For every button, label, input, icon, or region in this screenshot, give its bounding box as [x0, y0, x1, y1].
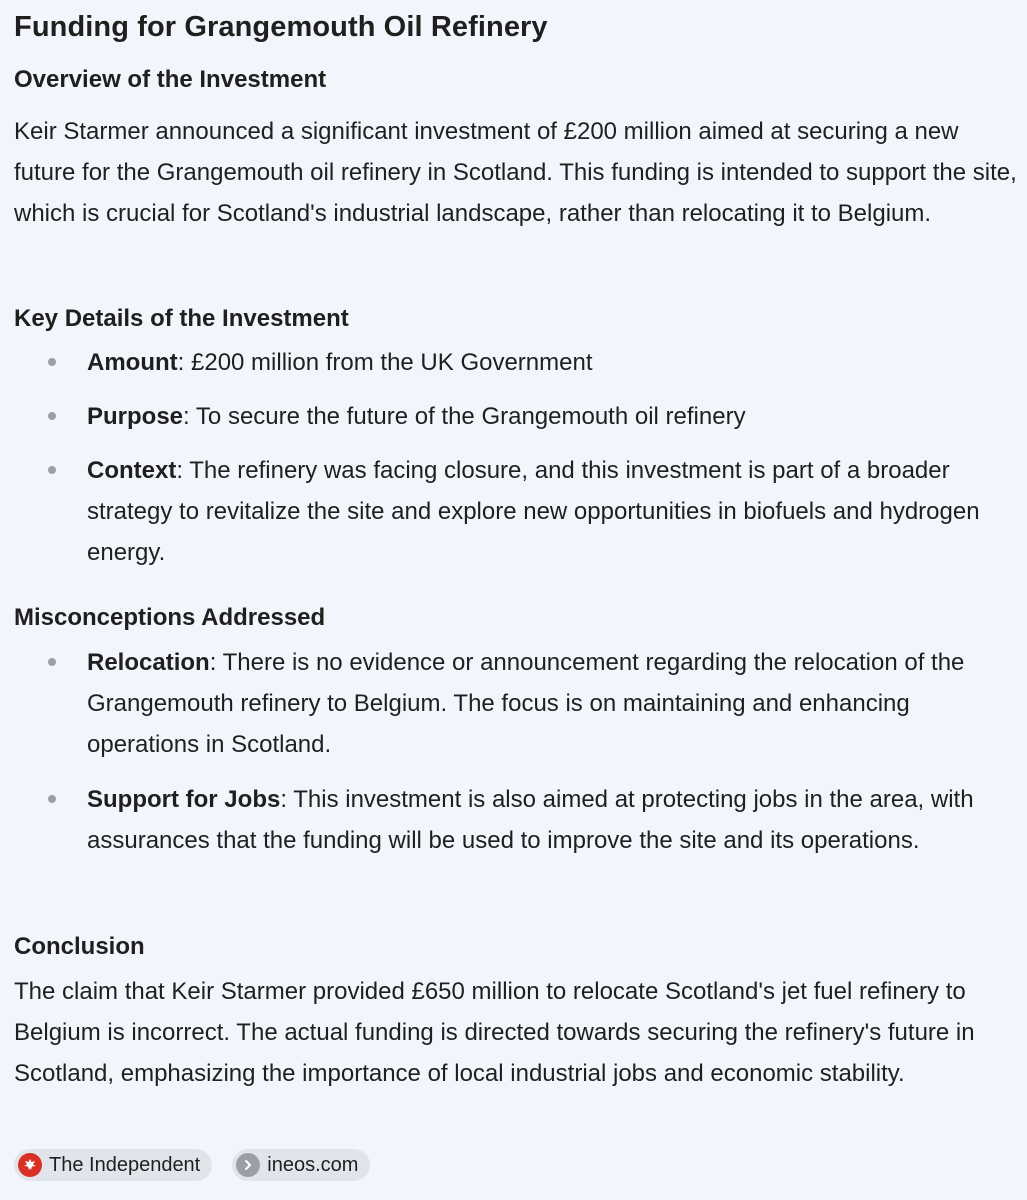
list-item	[0, 450, 1027, 573]
bullet-icon	[48, 466, 56, 474]
bullet-icon	[48, 658, 56, 666]
misconceptions-list	[0, 642, 1027, 861]
conclusion-text: The claim that Keir Starmer provided £650 million to relocate Scotland's jet fuel refinery to Belgium is incorrect. The actual funding is directed towards securing the refinery's future in Scotland, emphasizing the importance of local industrial jobs and economic stability.	[14, 978, 975, 1087]
list-item	[0, 642, 1027, 765]
item-term: Purpose	[87, 403, 184, 430]
list-item	[0, 342, 1027, 383]
key-details-heading: Key Details of the Investment	[14, 305, 349, 332]
item-term: Amount	[87, 349, 178, 376]
item-term: Context	[87, 457, 177, 484]
item-text: : There is no evidence or announcement regarding the relocation of the Grangemouth refinery to Belgium. The focus is on maintaining and enhancing operations in Scotland.	[87, 649, 965, 758]
source-chips	[14, 1149, 370, 1181]
item-text: : To secure the future of the Grangemouth oil refinery	[183, 403, 746, 430]
source-chip-label: ineos.com	[267, 1153, 359, 1176]
misconceptions-heading: Misconceptions Addressed	[14, 604, 326, 631]
source-chip-ineos[interactable]	[232, 1149, 370, 1181]
item-text: : This investment is also aimed at protecting jobs in the area, with assurances that the funding will be used to improve the site and its operations.	[87, 786, 974, 854]
source-chip-label: The Independent	[49, 1153, 201, 1176]
chevron-right-icon	[236, 1153, 260, 1177]
bullet-icon	[48, 412, 56, 420]
overview-heading: Overview of the Investment	[14, 66, 327, 93]
list-item	[0, 779, 1027, 861]
item-text: : £200 million from the UK Government	[177, 349, 593, 376]
bullet-icon	[48, 795, 56, 803]
key-details-list	[0, 342, 1027, 573]
source-chip-the-independent[interactable]	[14, 1149, 212, 1181]
item-text: : The refinery was facing closure, and this investment is part of a broader strategy to revitalize the site and explore new opportunities in biofuels and hydrogen energy.	[87, 457, 980, 566]
conclusion-heading: Conclusion	[14, 933, 145, 960]
overview-text: Keir Starmer announced a significant investment of £200 million aimed at securing a new future for the Grangemouth oil refinery in Scotland. This funding is intended to support the site, which is crucial for Scotland's industrial landscape, rather than relocating it to Belgium.	[14, 118, 1017, 227]
page-title: Funding for Grangemouth Oil Refinery	[14, 11, 548, 43]
item-term: Relocation	[87, 649, 210, 676]
list-item	[0, 396, 1027, 437]
item-term: Support for Jobs	[87, 786, 281, 813]
eagle-logo-icon	[18, 1153, 42, 1177]
bullet-icon	[48, 358, 56, 366]
